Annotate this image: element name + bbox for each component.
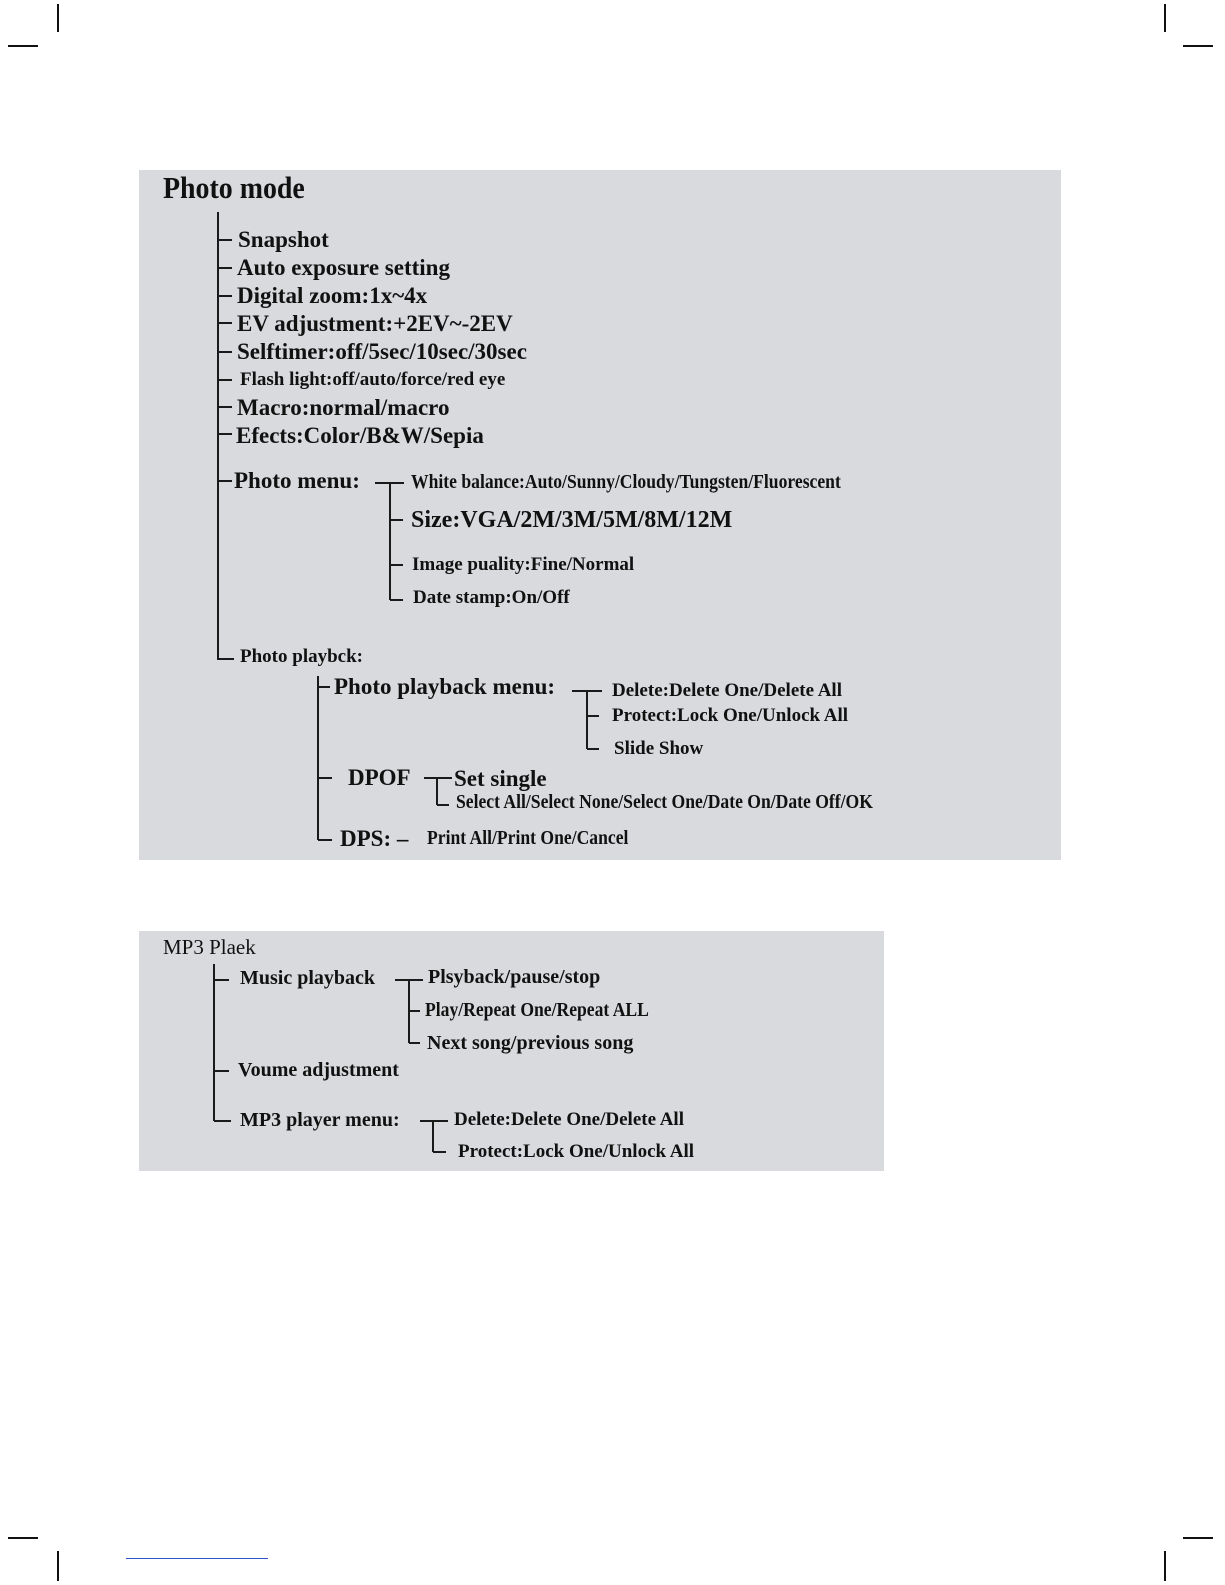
photo-mode-title: Photo mode <box>163 170 305 205</box>
dpof-item: Set single <box>454 766 547 791</box>
photo-menu-item: Image puality:Fine/Normal <box>412 554 635 575</box>
dpof-item: Select All/Select None/Select One/Date On/Date Off/OK <box>456 791 873 813</box>
photo-menu-label: Photo menu: <box>234 468 360 493</box>
photo-playback-menu-label: Photo playback menu: <box>334 674 556 699</box>
dps-label: DPS: – <box>340 826 409 851</box>
music-playback-item: Play/Repeat One/Repeat ALL <box>425 999 649 1021</box>
music-playback-item: Plsyback/pause/stop <box>428 966 601 988</box>
photo-item: Flash light:off/auto/force/red eye <box>240 369 506 390</box>
photo-item: Macro:normal/macro <box>237 395 450 420</box>
volume-adjustment: Voume adjustment <box>238 1059 399 1081</box>
music-playback-item: Next song/previous song <box>427 1032 634 1054</box>
mp3-title: MP3 Plaek <box>163 935 256 959</box>
photo-menu-item: Size:VGA/2M/3M/5M/8M/12M <box>411 507 733 533</box>
photo-item: Selftimer:off/5sec/10sec/30sec <box>237 339 527 364</box>
photo-item: Auto exposure setting <box>237 255 450 280</box>
photo-item: EV adjustment:+2EV~-2EV <box>237 311 513 336</box>
photo-item: Digital zoom:1x~4x <box>237 283 428 308</box>
playback-menu-item: Protect:Lock One/Unlock All <box>612 705 849 726</box>
photo-item: Efects:Color/B&W/Sepia <box>236 423 484 448</box>
playback-menu-item: Delete:Delete One/Delete All <box>612 680 842 701</box>
photo-item: Snapshot <box>238 227 329 252</box>
music-playback-label: Music playback <box>240 967 376 989</box>
mp3-player-menu-item: Protect:Lock One/Unlock All <box>458 1141 695 1162</box>
photo-menu-item: Date stamp:On/Off <box>413 587 570 608</box>
mp3-player-menu-label: MP3 player menu: <box>240 1109 400 1131</box>
dps-value: Print All/Print One/Cancel <box>427 827 629 849</box>
photo-playback-label: Photo playbck: <box>240 646 363 667</box>
mp3-player-menu-item: Delete:Delete One/Delete All <box>454 1109 684 1130</box>
playback-menu-item: Slide Show <box>614 738 704 759</box>
dpof-label: DPOF <box>348 765 411 790</box>
photo-menu-item: White balance:Auto/Sunny/Cloudy/Tungsten/Fluorescent <box>411 471 841 493</box>
